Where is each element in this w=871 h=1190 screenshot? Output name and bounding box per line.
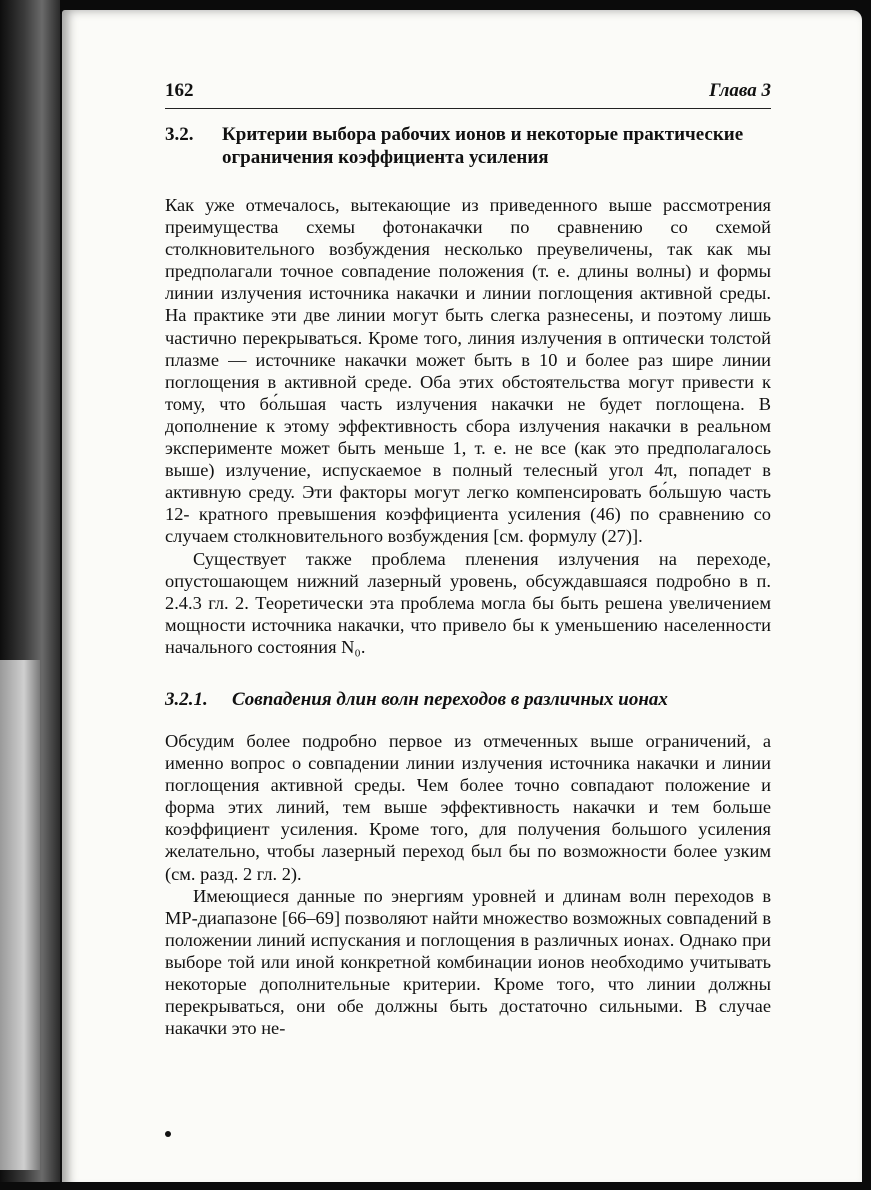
page-number: 162 [165, 80, 194, 101]
section-title: Критерии выбора рабочих ионов и некоторые практические ограничения коэффициента усиления [222, 124, 744, 168]
page-content [165, 80, 771, 1039]
ink-dot-mark [165, 1131, 171, 1137]
chapter-label: Глава 3 [709, 80, 771, 101]
paragraph: Обсудим более подробно первое из отмеченных выше ограничений, а именно вопрос о совпадении линии излучения источника накачки и линии поглощения активной среды. Чем более точно совпадают положение и форма этих линий, тем выше эффективность накачки и тем больше коэффициент усиления. Кроме того, для получения большого усиления желательно, чтобы лазерный переход был бы по возможности более узким (см. разд. 2 гл. 2). [165, 730, 771, 884]
running-header [165, 80, 771, 109]
paragraph: Как уже отмечалось, вытекающие из приведенного выше рассмотрения преимущества схемы фотонакачки по сравнению со схемой столкновительного возбуждения несколько преувеличены, так как мы предполагали точное совпадение положения (т. е. длины волны) и формы линии излучения источника накачки и линии поглощения активной среды. На практике эти две линии могут быть слегка разнесены, и поэтому лишь частично перекрываться. Кроме того, линия излучения в оптически толстой плазме — источнике накачки может быть в 10 и более раз шире линии поглощения в активной среде. Оба этих обстоятельства могут привести к тому, что бо́льшая часть излучения накачки не будет поглощена. В дополнение к этому эффективность сбора излучения накачки в реальном эксперименте может быть меньше 1, т. е. не все (как это предполагалось выше) излучение, испускаемое в полный телесный угол 4π, попадет в активную среду. Эти факторы могут легко компенсировать бо́льшую часть 12- кратного превышения коэффициента усиления (46) по сравнению со случаем столкновительного возбуждения [см. формулу (27)]. [165, 195, 771, 547]
section-heading [165, 123, 771, 169]
paragraph: Существует также проблема пленения излучения на переходе, опустошающем нижний лазерный уровень, обсуждавшаяся подробно в п. 2.4.3 гл. 2. Теоретически эта проблема могла бы быть решена увеличением мощности источника накачки, что привело бы к уменьшению населенности начального состояния N₀. [165, 548, 771, 657]
section-number: 3.2. [165, 124, 194, 145]
subsection-number: 3.2.1. [165, 688, 208, 710]
paragraph: Имеющиеся данные по энергиям уровней и длинам волн переходов в МР-диапазоне [66–69] позволяют найти множество возможных совпадений в положении линий испускания и поглощения в различных ионах. Однако при выборе той или иной конкретной комбинации ионов необходимо учитывать некоторые дополнительные критерии. Кроме того, что линии должны перекрываться, они обе должны быть достаточно сильными. В случае накачки это не- [165, 885, 771, 1039]
binding-highlight [0, 660, 40, 1170]
subsection-title: Совпадения длин волн переходов в различных ионах [232, 688, 668, 710]
scan-bottom-shadow [0, 1182, 871, 1190]
subsection-heading [165, 688, 771, 712]
